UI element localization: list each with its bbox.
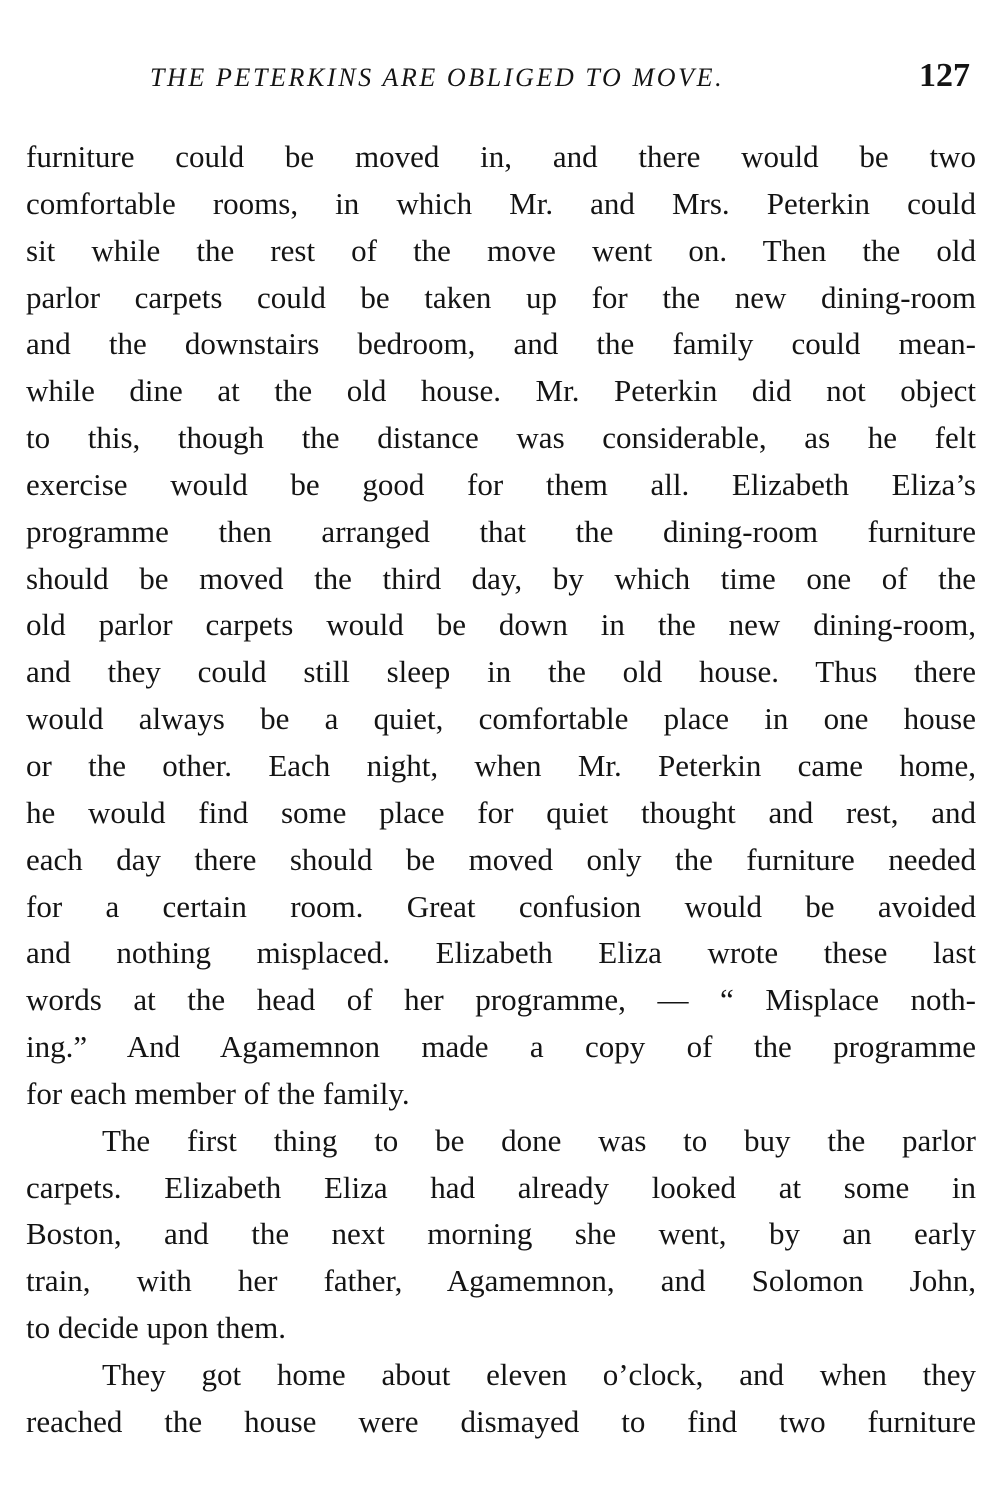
text-line: exercise would be good for them all. Elizabeth Eliza’s [26,466,976,502]
text-line: reached the house were dismayed to find two furniture [26,1403,976,1439]
text-line: and they could still sleep in the old house. Thus there [26,654,976,690]
text-line: or the other. Each night, when Mr. Peterkin came home, [26,747,976,783]
text-line: should be moved the third day, by which time one of the [26,560,976,596]
text-line: parlor carpets could be taken up for the new dining-room [26,279,976,315]
text-line: train, with her father, Agamemnon, and Solomon John, [26,1263,976,1299]
text-line: and the downstairs bedroom, and the family could mean- [26,326,976,362]
text-line: for a certain room. Great confusion would be avoided [26,888,976,924]
running-title: THE PETERKINS ARE OBLIGED TO MOVE. [150,63,725,92]
paragraph [26,1352,976,1446]
text-line: carpets. Elizabeth Eliza had already looked at some in [26,1169,976,1205]
text-line: for each member of the family. [26,1075,410,1111]
running-head [150,58,970,98]
text-line: sit while the rest of the move went on. Then the old [26,232,976,268]
text-line: ing.” And Agamemnon made a copy of the programme [26,1029,976,1065]
body-text [26,134,976,1446]
paragraph [26,1118,976,1352]
text-line: programme then arranged that the dining-room furniture [26,513,976,549]
text-line: to decide upon them. [26,1310,286,1346]
text-line: The first thing to be done was to buy the parlor [102,1122,976,1158]
text-line: They got home about eleven o’clock, and when they [102,1356,976,1392]
text-line: each day there should be moved only the furniture needed [26,841,976,877]
text-line: while dine at the old house. Mr. Peterkin did not object [26,373,976,409]
text-line: words at the head of her programme, — “ Misplace noth- [26,982,976,1018]
text-line: he would find some place for quiet thought and rest, and [26,794,976,830]
paragraph [26,134,976,1118]
text-line: old parlor carpets would be down in the new dining-room, [26,607,976,643]
text-line: Boston, and the next morning she went, by an early [26,1216,976,1252]
text-line: furniture could be moved in, and there would be two [26,139,976,174]
text-line: would always be a quiet, comfortable place in one house [26,701,976,737]
text-line: comfortable rooms, in which Mr. and Mrs. Peterkin could [26,185,976,221]
text-line: to this, though the distance was considerable, as he felt [26,420,976,456]
text-line: and nothing misplaced. Elizabeth Eliza wrote these last [26,935,976,971]
page-number: 127 [919,57,970,94]
